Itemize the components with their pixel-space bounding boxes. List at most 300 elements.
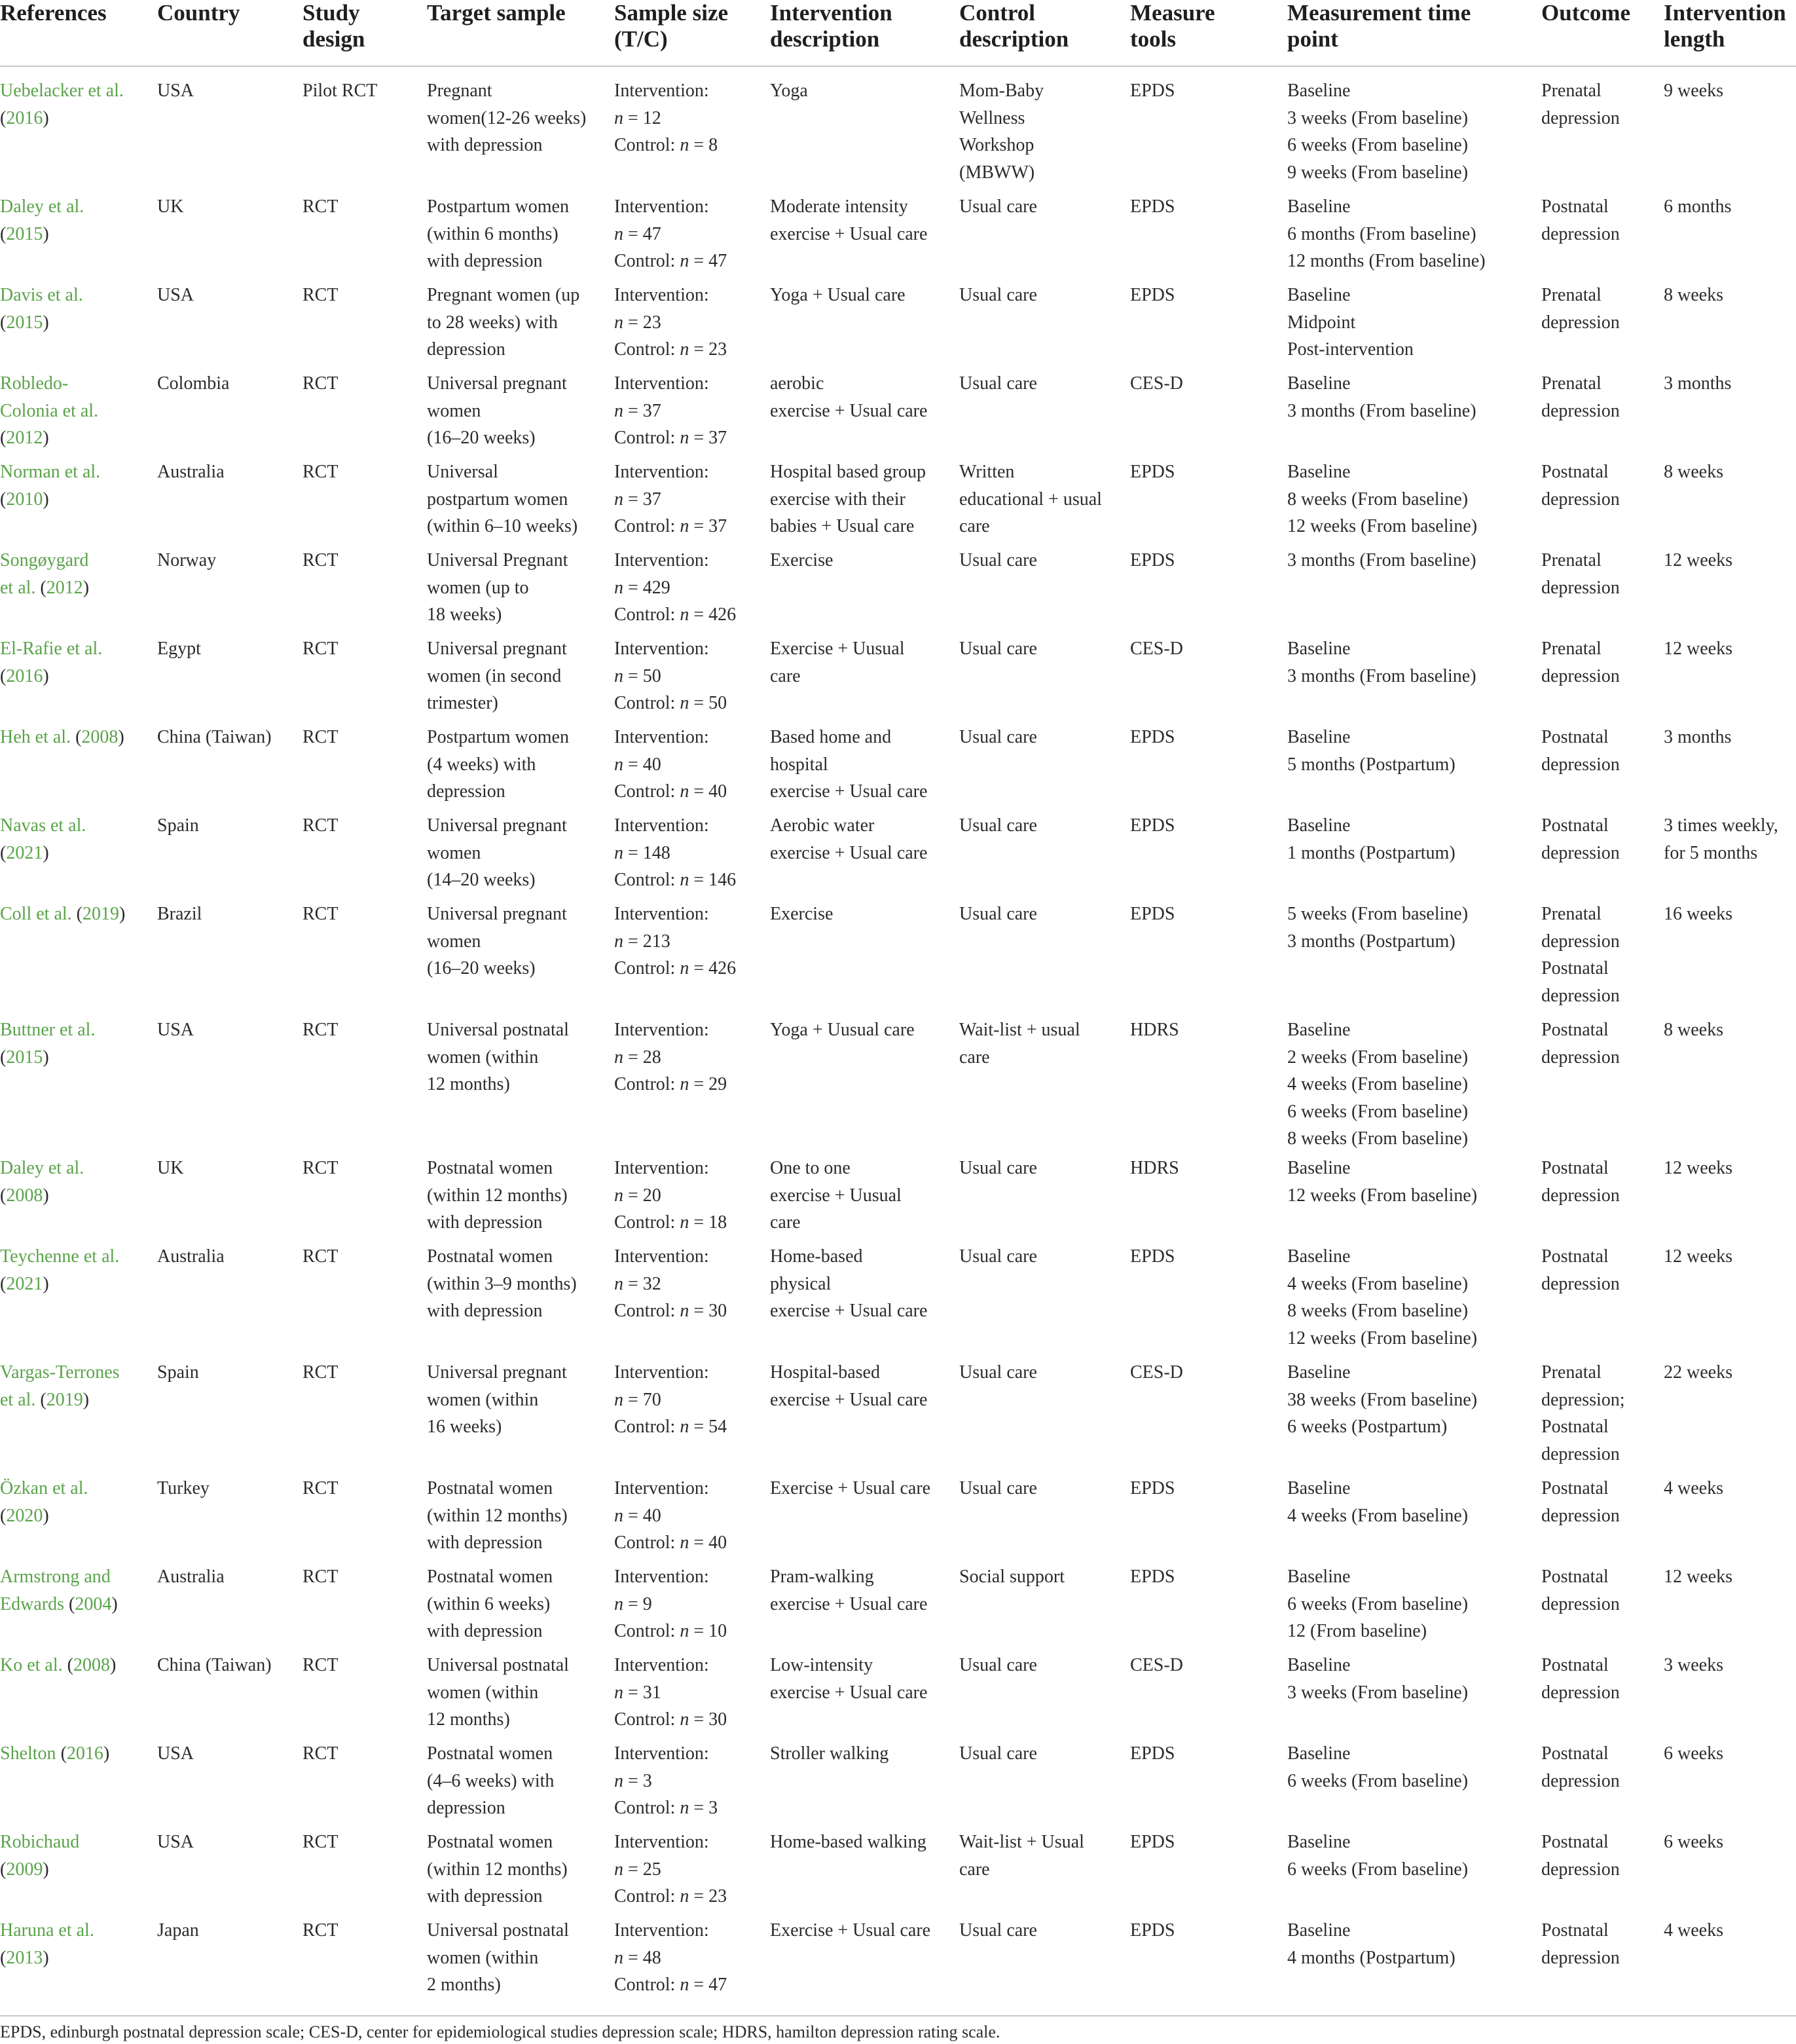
cell-line: Usual care: [959, 285, 1037, 305]
cell-line: 5 weeks (From baseline): [1287, 904, 1469, 924]
cell-line: exercise + Usual care: [770, 1593, 928, 1614]
cell-line: Intervention:: [614, 1020, 709, 1040]
cell-line: depression: [427, 339, 505, 360]
cell-line: depression: [1541, 665, 1620, 686]
reference-year[interactable]: 2020: [6, 1505, 43, 1526]
cell-line: Baseline: [1287, 639, 1351, 659]
country-cell: [157, 1243, 225, 1271]
sample-size-line: Control: n = 30: [614, 1709, 727, 1730]
cell-line: (within 6 months): [427, 223, 559, 244]
reference-line: [0, 77, 124, 105]
sample-size-line: n = 31: [614, 1682, 661, 1703]
country-cell: [157, 370, 229, 398]
reference-year[interactable]: 2019: [46, 1389, 83, 1410]
cell-line: depression: [427, 781, 505, 802]
reference-line: (2013): [0, 1947, 49, 1968]
cell-line: USA: [157, 1832, 194, 1852]
header-line: Intervention: [770, 0, 892, 26]
study-design-cell: [302, 901, 338, 928]
cell-line: Postnatal: [1541, 1567, 1609, 1587]
intervention-cell: [770, 901, 833, 928]
intervention-cell: [770, 635, 905, 690]
cell-line: Postnatal women: [427, 1246, 553, 1267]
reference-line: [0, 1475, 88, 1502]
outcome-cell: [1541, 635, 1620, 690]
header-country: [157, 0, 240, 26]
time-point-cell: [1287, 724, 1456, 778]
sample-size-cell: [614, 1359, 727, 1441]
cell-line: RCT: [302, 373, 339, 394]
cell-line: exercise + Usual care: [770, 1389, 928, 1410]
study-design-cell: [302, 1740, 338, 1768]
reference-link[interactable]: [0, 724, 124, 751]
study-design-cell: [302, 1917, 338, 1944]
cell-line: exercise + Usual care: [770, 842, 928, 863]
reference-link[interactable]: [0, 1475, 88, 1529]
study-design-cell: [302, 724, 338, 751]
cell-line: care: [959, 1047, 990, 1068]
cell-line: EPDS: [1130, 1920, 1175, 1941]
header-line: Sample size: [614, 0, 729, 26]
length-cell: [1664, 547, 1732, 574]
sample-size-line: n = 148: [614, 842, 670, 863]
cell-line: 4 weeks (From baseline): [1287, 1505, 1469, 1526]
measure-tools-cell: [1130, 458, 1175, 486]
cell-line: EPDS: [1130, 81, 1175, 101]
cell-line: with depression: [427, 251, 543, 271]
cell-line: Baseline: [1287, 815, 1351, 836]
cell-line: 6 weeks (Postpartum): [1287, 1417, 1448, 1437]
sample-size-line: Control: n = 23: [614, 339, 727, 360]
header-intervention: [770, 0, 892, 52]
cell-line: Postpartum women: [427, 727, 569, 747]
study-design-cell: [302, 635, 338, 663]
intervention-cell: [770, 1740, 889, 1768]
cell-line: Intervention:: [614, 1158, 709, 1178]
cell-line: (within 6 weeks): [427, 1593, 551, 1614]
reference-year[interactable]: 2013: [6, 1947, 43, 1968]
cell-line: 12 weeks: [1664, 639, 1732, 659]
cell-line: 6 weeks: [1664, 1743, 1723, 1764]
reference-year[interactable]: 2019: [82, 904, 119, 924]
time-point-cell: [1287, 1359, 1477, 1441]
cell-line: Intervention:: [614, 1478, 709, 1498]
cell-line: RCT: [302, 550, 339, 570]
reference-authors: Songøygard: [0, 550, 89, 570]
country-cell: [157, 1155, 183, 1182]
reference-link[interactable]: [0, 1652, 116, 1679]
reference-line: [0, 1155, 84, 1182]
intervention-cell: [770, 1243, 927, 1325]
sample-size-line: n = 40: [614, 1505, 661, 1526]
study-design-cell: [302, 812, 338, 840]
reference-year[interactable]: 2004: [75, 1593, 112, 1614]
cell-line: EPDS: [1130, 1478, 1175, 1498]
header-outcome: [1541, 0, 1630, 26]
sample-size-line: Control: n = 40: [614, 781, 727, 802]
reference-line: [0, 1016, 95, 1044]
cell-line: CES-D: [1130, 1655, 1183, 1675]
cell-line: Postnatal women: [427, 1832, 553, 1852]
header-references: [0, 0, 107, 26]
time-point-cell: [1287, 1652, 1468, 1706]
measure-tools-cell: [1130, 1243, 1175, 1271]
cell-line: depression;: [1541, 1389, 1625, 1410]
table-footnote: EPDS, edinburgh postnatal depression scale; CES-D, center for epidemiological studies depression scale; HDRS, hamilton depression rating scale.: [0, 2022, 1000, 2041]
reference-authors: Shelton: [0, 1743, 61, 1764]
reference-link[interactable]: [0, 1016, 95, 1071]
cell-line: care: [770, 1212, 801, 1233]
cell-line: EPDS: [1130, 196, 1175, 217]
cell-line: depression: [1541, 1047, 1620, 1068]
cell-line: depression: [1541, 312, 1620, 333]
cell-line: RCT: [302, 1832, 339, 1852]
cell-line: USA: [157, 81, 194, 101]
cell-line: Prenatal: [1541, 81, 1602, 101]
reference-year[interactable]: 2008: [81, 727, 119, 747]
intervention-cell: [770, 1016, 915, 1044]
outcome-cell: [1541, 1016, 1620, 1071]
cell-line: depression: [1541, 754, 1620, 775]
country-cell: [157, 1829, 194, 1856]
measure-tools-cell: [1130, 193, 1175, 221]
cell-line: depression: [1541, 400, 1620, 421]
country-cell: [157, 812, 199, 840]
header-control: [959, 0, 1069, 52]
length-cell: [1664, 635, 1732, 663]
reference-line: [0, 458, 100, 486]
cell-line: women: [427, 931, 481, 952]
cell-line: 9 weeks (From baseline): [1287, 162, 1469, 183]
reference-year[interactable]: 2010: [6, 489, 43, 510]
reference-line: (2009): [0, 1859, 49, 1880]
reference-authors: Buttner et al.: [0, 1020, 96, 1040]
reference-authors: et al.: [0, 1389, 41, 1410]
reference-year[interactable]: 2021: [6, 842, 43, 863]
reference-link[interactable]: [0, 547, 89, 601]
intervention-cell: [770, 193, 927, 248]
reference-authors: Haruna et al.: [0, 1920, 94, 1941]
reference-link[interactable]: [0, 77, 124, 132]
reference-year[interactable]: 2016: [6, 665, 43, 686]
header-study-design: [302, 0, 365, 52]
sample-size-cell: [614, 1155, 727, 1236]
cell-line: Wellness: [959, 107, 1025, 128]
control-cell: [959, 635, 1037, 663]
reference-link[interactable]: [0, 458, 100, 513]
reference-line: (2015): [0, 1047, 49, 1068]
intervention-cell: [770, 1475, 930, 1502]
reference-line: (2015): [0, 223, 49, 244]
cell-line: Intervention:: [614, 1362, 709, 1383]
cell-line: China (Taiwan): [157, 727, 272, 747]
cell-line: Universal postnatal: [427, 1655, 569, 1675]
sample-size-line: n = 213: [614, 931, 670, 952]
measure-tools-cell: [1130, 1155, 1179, 1182]
reference-authors: El-Rafie et al.: [0, 639, 103, 659]
reference-authors: Colonia et al.: [0, 400, 99, 421]
cell-line: care: [770, 665, 801, 686]
target-sample-cell: [427, 1652, 569, 1734]
control-cell: [959, 282, 1037, 309]
outcome-cell: [1541, 458, 1620, 513]
cell-line: USA: [157, 1020, 194, 1040]
length-cell: [1664, 1652, 1723, 1679]
control-cell: [959, 1917, 1037, 1944]
cell-line: Universal postnatal: [427, 1020, 569, 1040]
cell-line: China (Taiwan): [157, 1655, 272, 1675]
country-cell: [157, 1359, 199, 1386]
reference-link[interactable]: [0, 1829, 79, 1883]
sample-size-line: n = 37: [614, 489, 661, 510]
cell-line: depression: [1541, 1273, 1620, 1294]
cell-line: RCT: [302, 1920, 339, 1941]
intervention-cell: [770, 1917, 930, 1944]
cell-line: Postnatal: [1541, 727, 1609, 747]
table-header: [0, 0, 1796, 67]
cell-line: with depression: [427, 1533, 543, 1553]
reference-year[interactable]: 2016: [6, 107, 43, 128]
study-design-cell: [302, 1475, 338, 1502]
control-cell: [959, 1016, 1080, 1071]
sample-size-line: n = 28: [614, 1047, 661, 1068]
cell-line: Usual care: [959, 1478, 1037, 1498]
study-design-cell: [302, 547, 338, 574]
cell-line: (within 6–10 weeks): [427, 516, 578, 536]
cell-line: Baseline: [1287, 1362, 1351, 1383]
sample-size-line: Control: n = 8: [614, 135, 718, 155]
sample-size-cell: [614, 1475, 727, 1557]
header-line: Intervention: [1664, 0, 1786, 26]
reference-link[interactable]: [0, 282, 83, 336]
reference-year[interactable]: 2015: [6, 1047, 43, 1068]
measure-tools-cell: [1130, 901, 1175, 928]
reference-authors: Coll et al.: [0, 904, 77, 924]
sample-size-line: Control: n = 3: [614, 1798, 718, 1818]
sample-size-line: Control: n = 146: [614, 870, 737, 890]
cell-line: Postnatal: [1541, 1020, 1609, 1040]
reference-year[interactable]: 2008: [6, 1185, 43, 1206]
target-sample-cell: [427, 370, 567, 452]
control-cell: [959, 370, 1037, 398]
cell-line: EPDS: [1130, 1743, 1175, 1764]
reference-link[interactable]: [0, 635, 102, 690]
study-design-cell: [302, 1563, 338, 1591]
cell-line: depression: [1541, 1505, 1620, 1526]
reference-year[interactable]: 2021: [6, 1273, 43, 1294]
cell-line: 6 months (From baseline): [1287, 223, 1476, 244]
cell-line: (within 12 months): [427, 1185, 568, 1206]
reference-link[interactable]: [0, 1917, 94, 1971]
cell-line: (MBWW): [959, 162, 1035, 183]
reference-link[interactable]: [0, 193, 84, 248]
cell-line: (within 12 months): [427, 1859, 568, 1880]
cell-line: Usual care: [959, 373, 1037, 394]
cell-line: 3 months (From baseline): [1287, 665, 1476, 686]
header-line: length: [1664, 26, 1725, 52]
cell-line: Baseline: [1287, 373, 1351, 394]
time-point-cell: [1287, 1740, 1468, 1794]
cell-line: RCT: [302, 1362, 339, 1383]
target-sample-cell: [427, 1829, 568, 1910]
cell-line: 4 weeks: [1664, 1478, 1723, 1498]
sample-size-line: n = 37: [614, 400, 661, 421]
sample-size-line: n = 20: [614, 1185, 661, 1206]
control-cell: [959, 1563, 1065, 1591]
cell-line: Prenatal: [1541, 1362, 1602, 1383]
sample-size-cell: [614, 193, 727, 275]
cell-line: Baseline: [1287, 1158, 1351, 1178]
cell-line: (16–20 weeks): [427, 958, 536, 978]
country-cell: [157, 1917, 199, 1944]
country-cell: [157, 282, 194, 309]
reference-year[interactable]: 2009: [6, 1859, 43, 1880]
cell-line: Mom-Baby: [959, 81, 1044, 101]
length-cell: [1664, 193, 1731, 221]
cell-line: Social support: [959, 1567, 1065, 1587]
cell-line: 6 months: [1664, 196, 1732, 217]
reference-line: (2021): [0, 1273, 49, 1294]
reference-year[interactable]: 2012: [6, 428, 43, 448]
reference-link[interactable]: [0, 370, 98, 452]
header-line: Target sample: [427, 0, 566, 26]
cell-line: Usual care: [959, 639, 1037, 659]
cell-line: (14–20 weeks): [427, 870, 536, 890]
cell-line: Brazil: [157, 904, 202, 924]
cell-line: Based home and: [770, 727, 892, 747]
cell-line: RCT: [302, 1655, 339, 1675]
cell-line: 3 weeks (From baseline): [1287, 1682, 1469, 1703]
cell-line: Baseline: [1287, 1832, 1351, 1852]
cell-line: 12 weeks: [1664, 1567, 1732, 1587]
cell-line: care: [959, 516, 990, 536]
reference-line: Shelton (2016): [0, 1743, 110, 1764]
reference-authors: et al.: [0, 577, 41, 598]
cell-line: (16–20 weeks): [427, 428, 536, 448]
cell-line: 12 weeks (From baseline): [1287, 516, 1478, 536]
time-point-cell: [1287, 458, 1477, 540]
cell-line: Intervention:: [614, 285, 709, 305]
cell-line: Usual care: [959, 727, 1037, 747]
reference-line: (2016): [0, 665, 49, 686]
cell-line: EPDS: [1130, 815, 1175, 836]
reference-line: [0, 1243, 119, 1271]
reference-link[interactable]: [0, 1243, 119, 1297]
cell-line: women: [427, 400, 481, 421]
cell-line: Hospital based group: [770, 462, 926, 482]
reference-link[interactable]: [0, 901, 125, 928]
reference-year[interactable]: 2016: [66, 1743, 103, 1764]
cell-line: Usual care: [959, 1743, 1037, 1764]
target-sample-cell: [427, 1155, 568, 1236]
cell-line: Universal postnatal: [427, 1920, 569, 1941]
reference-year[interactable]: 2012: [46, 577, 83, 598]
cell-line: Turkey: [157, 1478, 210, 1498]
cell-line: 3 months (Postpartum): [1287, 931, 1456, 952]
reference-link[interactable]: [0, 812, 86, 866]
cell-line: Baseline: [1287, 81, 1351, 101]
target-sample-cell: [427, 1016, 569, 1098]
time-point-cell: [1287, 1829, 1468, 1883]
cell-line: depression: [1541, 107, 1620, 128]
sample-size-cell: [614, 547, 736, 629]
cell-line: 3 months (From baseline): [1287, 550, 1476, 570]
cell-line: Postnatal: [1541, 1743, 1609, 1764]
length-cell: [1664, 1829, 1723, 1856]
intervention-cell: [770, 1829, 926, 1856]
cell-line: depression: [1541, 1770, 1620, 1791]
reference-line: Edwards (2004): [0, 1593, 118, 1614]
cell-line: aerobic: [770, 373, 824, 394]
reference-line: (2016): [0, 107, 49, 128]
reference-year[interactable]: 2015: [6, 312, 43, 333]
cell-line: 3 weeks (From baseline): [1287, 107, 1469, 128]
reference-line: [0, 1563, 118, 1591]
sample-size-line: n = 3: [614, 1770, 652, 1791]
reference-link[interactable]: [0, 1155, 84, 1209]
cell-line: EPDS: [1130, 1832, 1175, 1852]
cell-line: Postnatal: [1541, 1478, 1609, 1498]
reference-year[interactable]: 2008: [73, 1655, 110, 1675]
outcome-cell: [1541, 77, 1620, 132]
cell-line: Usual care: [959, 904, 1037, 924]
sample-size-line: n = 25: [614, 1859, 661, 1880]
reference-link[interactable]: [0, 1740, 109, 1768]
cell-line: Universal pregnant: [427, 815, 567, 836]
time-point-cell: [1287, 1155, 1477, 1209]
header-measure-tools: [1130, 0, 1215, 52]
cell-line: 4 weeks (From baseline): [1287, 1074, 1469, 1094]
cell-line: Prenatal: [1541, 904, 1602, 924]
cell-line: women (within: [427, 1389, 539, 1410]
reference-year[interactable]: 2015: [6, 223, 43, 244]
reference-authors: Robledo-: [0, 373, 69, 394]
cell-line: HDRS: [1130, 1020, 1179, 1040]
cell-line: Exercise: [770, 904, 834, 924]
time-point-cell: [1287, 1475, 1468, 1529]
reference-line: Ko et al. (2008): [0, 1655, 117, 1675]
target-sample-cell: [427, 547, 568, 629]
sample-size-line: n = 48: [614, 1947, 661, 1968]
reference-line: Coll et al. (2019): [0, 904, 126, 924]
country-cell: [157, 1652, 272, 1679]
control-cell: [959, 1829, 1084, 1883]
cell-line: Usual care: [959, 196, 1037, 217]
cell-line: RCT: [302, 815, 339, 836]
reference-authors: Davis et al.: [0, 285, 83, 305]
cell-line: exercise + Usual care: [770, 781, 928, 802]
outcome-cell: [1541, 1563, 1620, 1618]
cell-line: 4 weeks: [1664, 1920, 1723, 1941]
sample-size-line: Control: n = 10: [614, 1621, 727, 1641]
cell-line: Usual care: [959, 1362, 1037, 1383]
cell-line: women (in second: [427, 665, 562, 686]
cell-line: Home-based walking: [770, 1832, 926, 1852]
reference-link[interactable]: [0, 1359, 120, 1413]
sample-size-cell: [614, 77, 718, 159]
cell-line: Postnatal: [1541, 815, 1609, 836]
control-cell: [959, 77, 1044, 186]
sample-size-cell: [614, 1652, 727, 1734]
header-line: Outcome: [1541, 0, 1631, 26]
outcome-cell: [1541, 1155, 1620, 1209]
cell-line: Midpoint: [1287, 312, 1356, 333]
reference-link[interactable]: [0, 1563, 118, 1618]
sample-size-line: Control: n = 30: [614, 1301, 727, 1321]
sample-size-line: n = 50: [614, 665, 661, 686]
reference-line: [0, 1917, 94, 1944]
cell-line: Baseline: [1287, 285, 1351, 305]
